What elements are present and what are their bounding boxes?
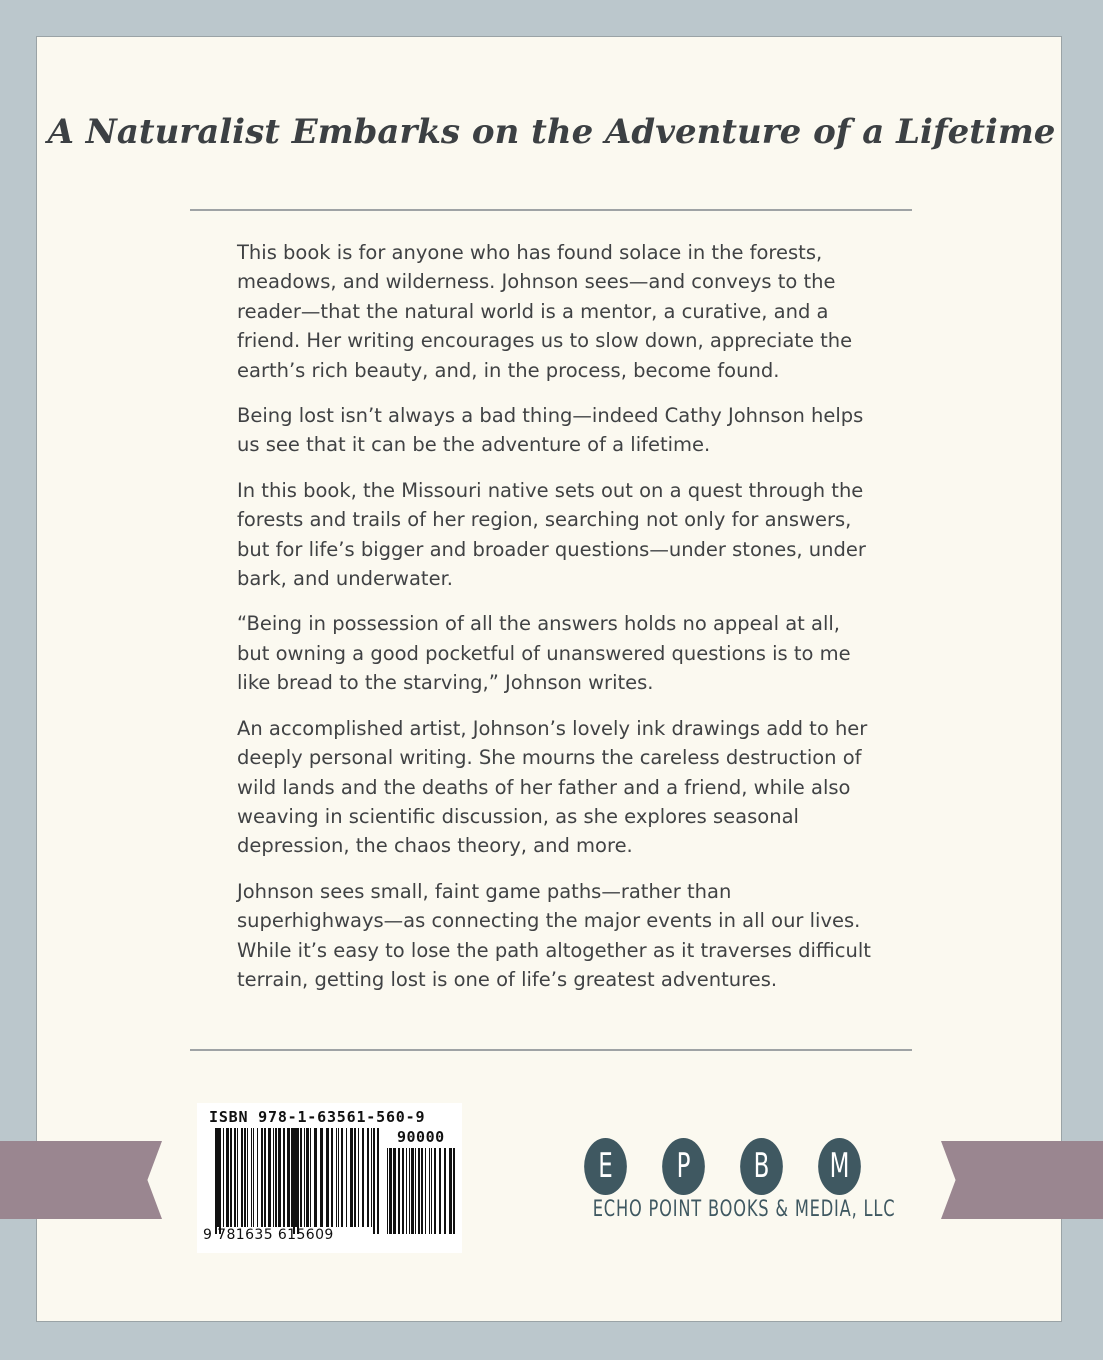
blurb-paragraph: “Being in possession of all the answers holds no appeal at all, but owning a good pocketful of unanswered questions is to me like bread to the starving,” Johnson writes.: [237, 612, 851, 695]
cover-title: A Naturalist Embarks on the Adventure of a Lifetime: [47, 112, 1056, 152]
blurb-paragraph: In this book, the Missouri native sets out on a quest through the forests and trails of her region, searching not only for answers, but for life’s bigger and broader questions—under stones, under bark, and underwater.: [237, 478, 866, 591]
barcode-block: [197, 1103, 462, 1253]
publisher-name: ECHO POINT BOOKS & MEDIA, LLC: [592, 1197, 896, 1222]
bottom-divider: [190, 1049, 912, 1051]
logo-letter-p: P: [662, 1138, 705, 1195]
top-divider: [190, 209, 912, 211]
right-ribbon: [941, 1141, 1103, 1219]
blurb-paragraph: Being lost isn’t always a bad thing—indeed Cathy Johnson helps us see that it can be the adventure of a lifetime.: [237, 404, 864, 457]
left-ribbon: [0, 1141, 162, 1219]
blurb-paragraph: An accomplished artist, Johnson’s lovely ink drawings add to her deeply personal writing. She mourns the careless destruction of wild lands and the deaths of her father and a friend, while also weaving in scientific discussion, as she explores seasonal depression, the chaos theory, and more.: [237, 716, 868, 858]
logo-letter-b: B: [740, 1138, 783, 1195]
blurb-text: [237, 238, 877, 1010]
publisher-logo: [565, 1138, 896, 1228]
blurb-paragraph: This book is for anyone who has found solace in the forests, meadows, and wilderness. Johnson sees—and conveys to the reader—that the natural world is a mentor, a curative, and a friend. Her writing encourages us to slow down, appreciate the earth’s rich beauty, and, in the process, become found.: [237, 241, 853, 382]
logo-letter-e: E: [584, 1138, 627, 1195]
isbn-label: ISBN 978-1-63561-560-9: [209, 1108, 426, 1126]
barcode-digits: 9 781635 615609: [203, 1227, 334, 1243]
logo-letter-m: M: [818, 1138, 861, 1195]
price-code: 90000: [397, 1128, 445, 1146]
blurb-paragraph: Johnson sees small, faint game paths—rather than superhighways—as connecting the major events in all our lives. While it’s easy to lose the path altogether as it traverses difficult terrain, getting lost is one of life’s greatest adventures.: [237, 879, 871, 991]
